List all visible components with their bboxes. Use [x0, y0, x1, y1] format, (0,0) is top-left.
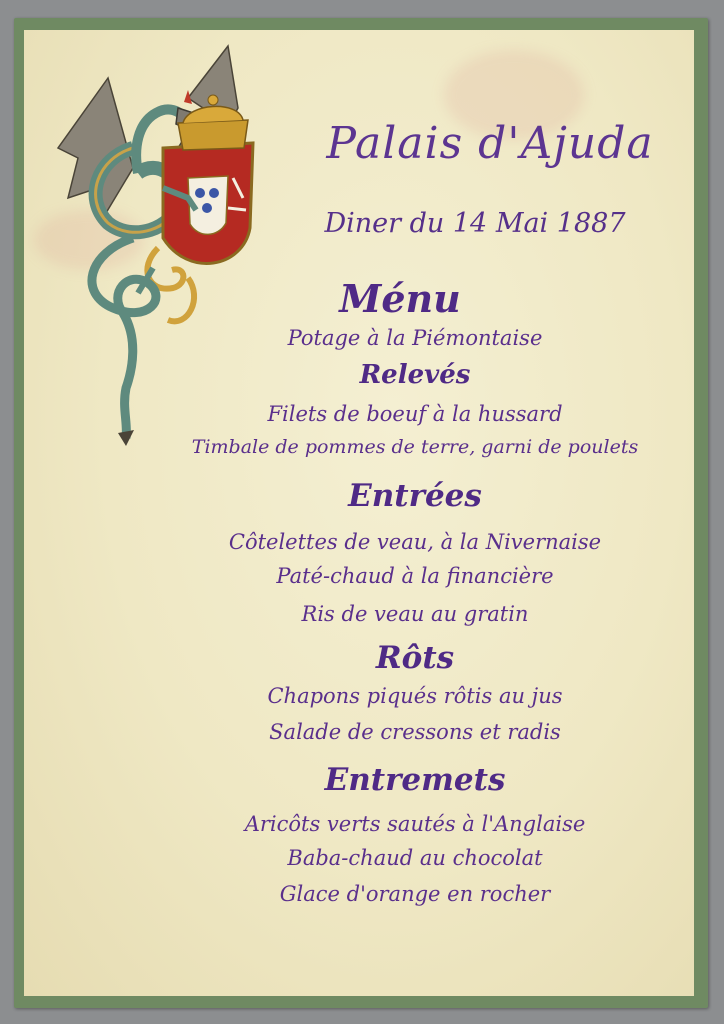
menu-line: Baba-chaud au chocolat [287, 846, 543, 870]
menu-line: Ris de veau au gratin [301, 602, 529, 626]
menu-line: Potage à la Piémontaise [287, 326, 543, 350]
menu-line: Aricôts verts sautés à l'Anglaise [244, 812, 586, 836]
course-heading: Entremets [324, 762, 506, 798]
dinner-date: Diner du 14 Mai 1887 [324, 208, 626, 239]
course-heading: Entrées [348, 478, 482, 514]
menu-line: Glace d'orange en rocher [279, 882, 551, 906]
menu-heading: Ménu [339, 276, 461, 321]
menu-line: Chapons piqués rôtis au jus [267, 684, 563, 708]
menu-title: Palais d'Ajuda [326, 118, 654, 169]
menu-line: Timbale de pommes de terre, garni de poulets [191, 436, 639, 458]
course-heading: Rôts [375, 640, 455, 676]
menu-line: Filets de boeuf à la hussard [267, 402, 563, 426]
course-heading: Relevés [359, 360, 471, 390]
menu-line: Salade de cressons et radis [269, 720, 561, 744]
menu-line: Côtelettes de veau, à la Nivernaise [228, 530, 602, 554]
menu-line: Paté-chaud à la financière [276, 564, 554, 588]
